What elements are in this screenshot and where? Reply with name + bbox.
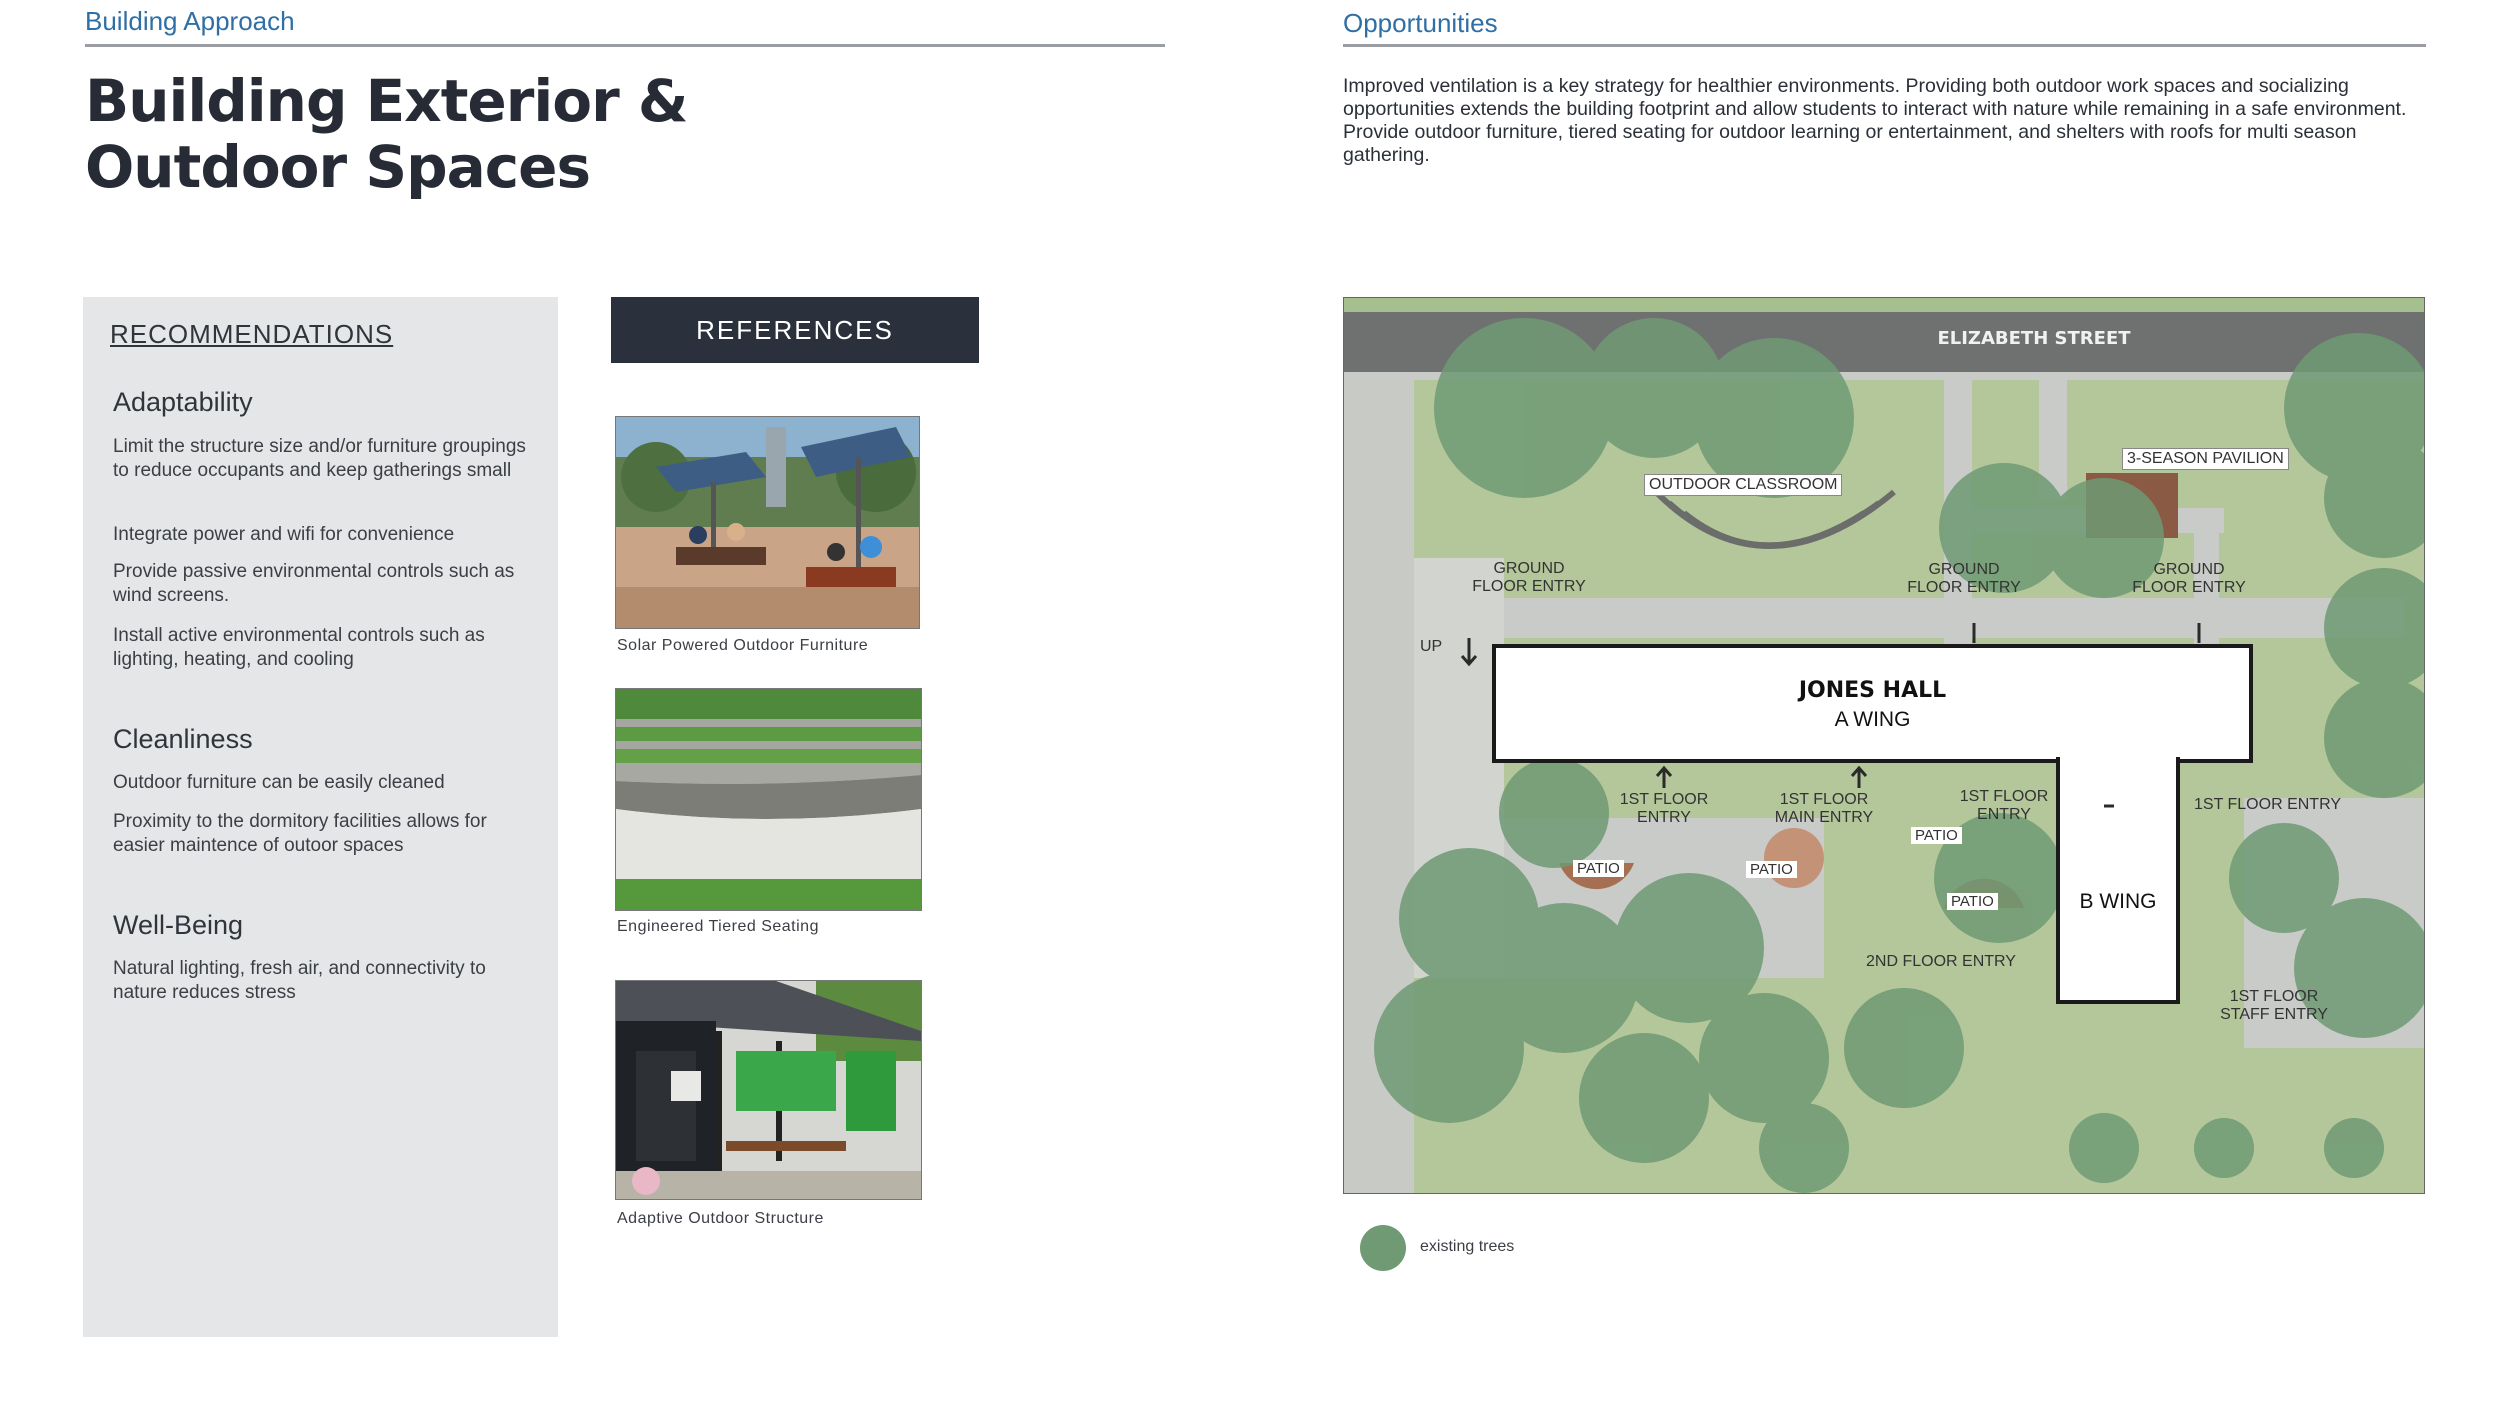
- photo-caption: Engineered Tiered Seating: [617, 918, 819, 935]
- entry-label: 1ST FLOOR MAIN ENTRY: [1774, 791, 1874, 826]
- entry-label: GROUND FLOOR ENTRY: [2132, 561, 2246, 596]
- entry-label: GROUND FLOOR ENTRY: [1907, 561, 2021, 596]
- photo-adaptive-structure: [615, 980, 922, 1200]
- section-label-building-approach: Building Approach: [85, 6, 295, 36]
- recommendation-group-title: Cleanliness: [113, 724, 253, 754]
- entry-label: GROUND FLOOR ENTRY: [1472, 560, 1586, 595]
- tree-legend-label: existing trees: [1420, 1238, 1515, 1255]
- recommendation-item: Provide passive environmental controls such as wind screens.: [113, 561, 515, 606]
- intro-paragraph: Improved ventilation is a key strategy for healthier environments. Providing both outdoor work spaces and socializing opportunities extends the building footprint and allow students to interact with nature while remaining in a safe environment. Provide outdoor furniture, tiered seating for outdoor learning or entertainment, and shelters with roofs for multi season gathering.: [1343, 75, 2407, 166]
- recommendations-panel: [83, 297, 558, 1337]
- section-label-opportunities: Opportunities: [1343, 8, 1498, 38]
- section-divider: [85, 44, 1165, 47]
- b-wing-label: B WING: [2079, 890, 2157, 913]
- solar-furniture-illustration: [616, 417, 919, 628]
- references-button[interactable]: REFERENCES: [611, 297, 979, 363]
- photo-caption: Solar Powered Outdoor Furniture: [617, 637, 869, 654]
- entry-label: 1ST FLOOR ENTRY: [1959, 788, 2049, 823]
- tree-legend-swatch: [1360, 1225, 1406, 1271]
- recommendation-group-title: Adaptability: [113, 387, 253, 417]
- section-divider: [1343, 44, 2426, 47]
- recommendation-item: Limit the structure size and/or furniture groupings to reduce occupants and keep gatherings small: [113, 436, 526, 481]
- patio-label: PATIO: [1746, 861, 1797, 878]
- recommendation-item: Install active environmental controls such as lighting, heating, and cooling: [113, 625, 485, 670]
- page-title: [85, 68, 687, 200]
- a-wing-label: A WING: [1834, 708, 1911, 731]
- building-name: JONES HALL: [1798, 678, 1947, 703]
- recommendation-item: Integrate power and wifi for convenience: [113, 524, 455, 545]
- site-plan-drawing: [1344, 298, 2424, 1193]
- entry-label: 1ST FLOOR STAFF ENTRY: [2220, 988, 2328, 1023]
- page-title-line-2: Outdoor Spaces: [85, 133, 590, 201]
- entry-label: 1ST FLOOR ENTRY: [1619, 791, 1709, 826]
- street-label: ELIZABETH STREET: [1937, 328, 2131, 349]
- adaptive-structure-illustration: [616, 981, 921, 1199]
- page-title-line-1: Building Exterior &: [85, 67, 688, 135]
- photo-tiered-seating: [615, 688, 922, 911]
- pavilion-label: 3-SEASON PAVILION: [2122, 448, 2289, 470]
- recommendation-group-title: Well-Being: [113, 910, 244, 940]
- entry-label: 1ST FLOOR ENTRY: [2194, 796, 2341, 813]
- photo-solar-furniture: [615, 416, 920, 629]
- recommendation-item: Natural lighting, fresh air, and connectivity to nature reduces stress: [113, 958, 486, 1003]
- recommendations-heading: RECOMMENDATIONS: [110, 319, 394, 349]
- up-label: UP: [1420, 638, 1443, 655]
- recommendation-item: Outdoor furniture can be easily cleaned: [113, 772, 445, 793]
- tiered-seating-illustration: [616, 689, 921, 910]
- recommendation-item: Proximity to the dormitory facilities allows for easier maintence of outoor spaces: [113, 811, 487, 856]
- patio-label: PATIO: [1573, 860, 1624, 877]
- patio-label: PATIO: [1947, 893, 1998, 910]
- outdoor-classroom-label: OUTDOOR CLASSROOM: [1644, 474, 1842, 496]
- photo-caption: Adaptive Outdoor Structure: [617, 1210, 824, 1227]
- patio-label: PATIO: [1911, 827, 1962, 844]
- site-plan: [1343, 297, 2425, 1194]
- entry-label: 2ND FLOOR ENTRY: [1866, 953, 2016, 970]
